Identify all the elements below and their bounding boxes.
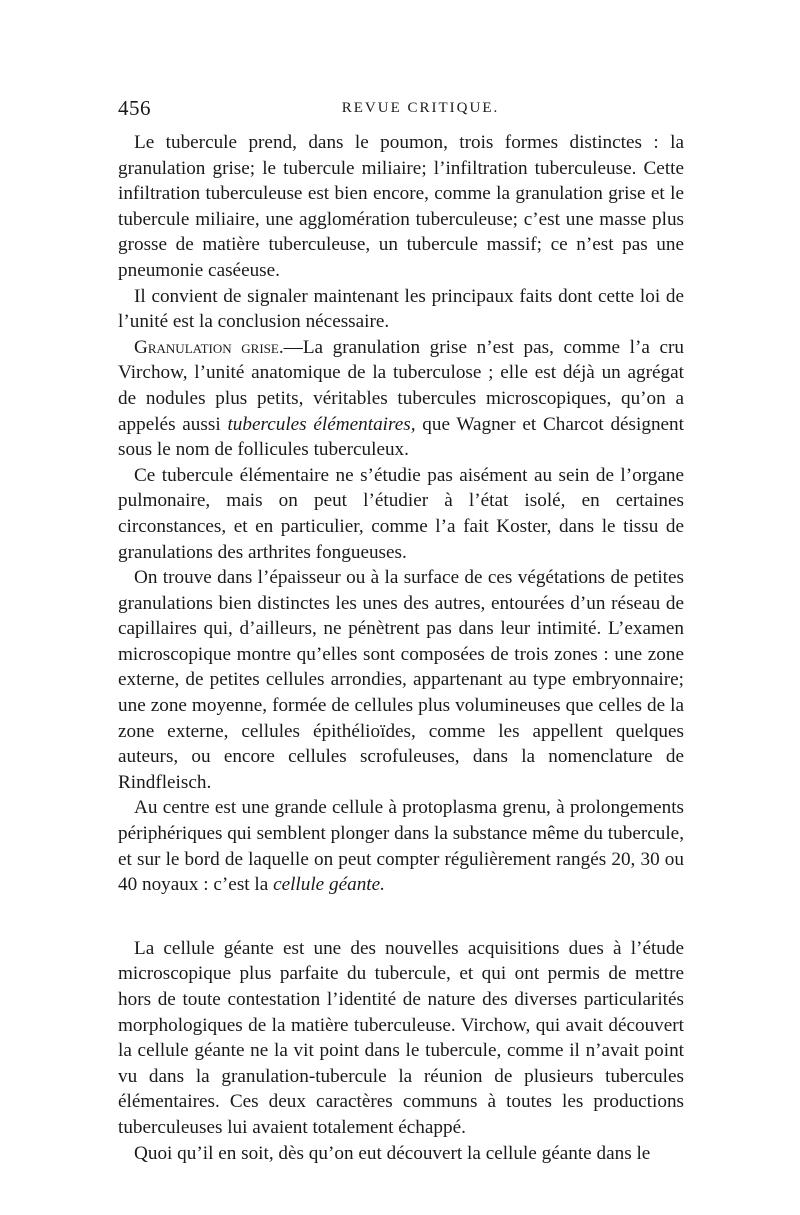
paragraph-text: Il convient de signaler maintenant les principaux faits dont cette loi de l’unité est la conclusion nécessaire.: [118, 285, 684, 333]
section-lead: Granulation grise.: [134, 336, 284, 358]
paragraph-three-zones: [118, 565, 684, 795]
paragraph-text: La cellule géante est une des nouvelles acquisitions dues à l’étude microscopique plus parfaite du tubercule, et qui ont permis de mettre hors de toute contestation l’identité de nature des diverses particularités morphologiques de la matière tuberculeuse. Virchow, qui avait découvert la cellule géante ne la vit point dans le tubercule, comme il n’avait point vu dans la granulation-tubercule la réunion de plusieurs tubercules élémentaires. Ces deux caractères communs à toutes les productions tuberculeuses lui avaient totalement échappé.: [118, 937, 684, 1138]
paragraph-text: On trouve dans l’épaisseur ou à la surface de ces végétations de petites granulations bien distinctes les unes des autres, entourées d’un réseau de capillaires qui, d’ailleurs, ne pénètrent pas dans leur intimité. L’examen microscopique montre qu’elles sont composées de trois zones : une zone externe, de petites cellules arrondies, appartenant au type embryonnaire; une zone moyenne, formée de cellules plus volumineuses que celles de la zone externe, cellules épithélioïdes, comme les appellent quelques auteurs, ou encore cellules scrofuleuses, dans la nomenclature de Rindfleisch.: [118, 567, 684, 793]
paragraph-grey-granulation: [118, 335, 684, 463]
paragraph-text: que Wagner et Charcot désignent sous le nom de follicules tuberculeux.: [118, 413, 684, 461]
italic-term: cellule géante.: [273, 874, 385, 896]
page-header: [118, 96, 683, 126]
paragraph-text: Le tubercule prend, dans le poumon, trois formes distinctes : la granulation grise; le tubercule miliaire; l’infiltration tuberculeuse. Cette infiltration tuberculeuse est bien encore, comme la granulation grise et le tubercule miliaire, une agglomération tuberculeuse; c’est une masse plus grosse de matière tuberculeuse, un tubercule massif; ce n’est pas une pneumonie caséeuse.: [118, 132, 684, 281]
paragraph-text: Ce tubercule élémentaire ne s’étudie pas aisément au sein de l’organe pulmonaire, mais on peut l’étudier à l’état isolé, en certaines circonstances, et en particulier, comme l’a fait Koster, dans le tissu de granulations des arthrites fongueuses.: [118, 464, 684, 563]
paragraph-text: —La granulation grise n’est pas, comme l’a cru Virchow, l’unité anatomique de la tuberculose ; elle est déjà un agrégat de nodules plus petits, véritables tubercules microscopiques, qu’on a appelés aussi: [118, 336, 685, 435]
paragraph-continuation: [118, 1141, 684, 1167]
paragraph-giant-cell-center: [118, 795, 684, 897]
italic-term: tubercules élémentaires,: [227, 413, 416, 435]
running-title: REVUE CRITIQUE.: [341, 100, 500, 116]
paragraph-text: Quoi qu’il en soit, dès qu’on eut découvert la cellule géante dans le: [134, 1142, 651, 1164]
paragraph-unity-law: [118, 284, 684, 335]
paragraph-elementary-tubercle: [118, 463, 684, 565]
paragraph-text: Au centre est une grande cellule à protoplasma grenu, à prolongements périphériques qui semblent plonger dans la substance même du tubercule, et sur le bord de laquelle on peut compter régulièrement rangés 20, 30 ou 40 noyaux : c’est la: [118, 797, 684, 896]
page-number: 456: [118, 96, 151, 120]
paragraph-tubercle-forms: [118, 130, 684, 284]
paragraph-giant-cell-acquisition: [118, 936, 684, 1141]
body-text: [118, 130, 684, 1166]
